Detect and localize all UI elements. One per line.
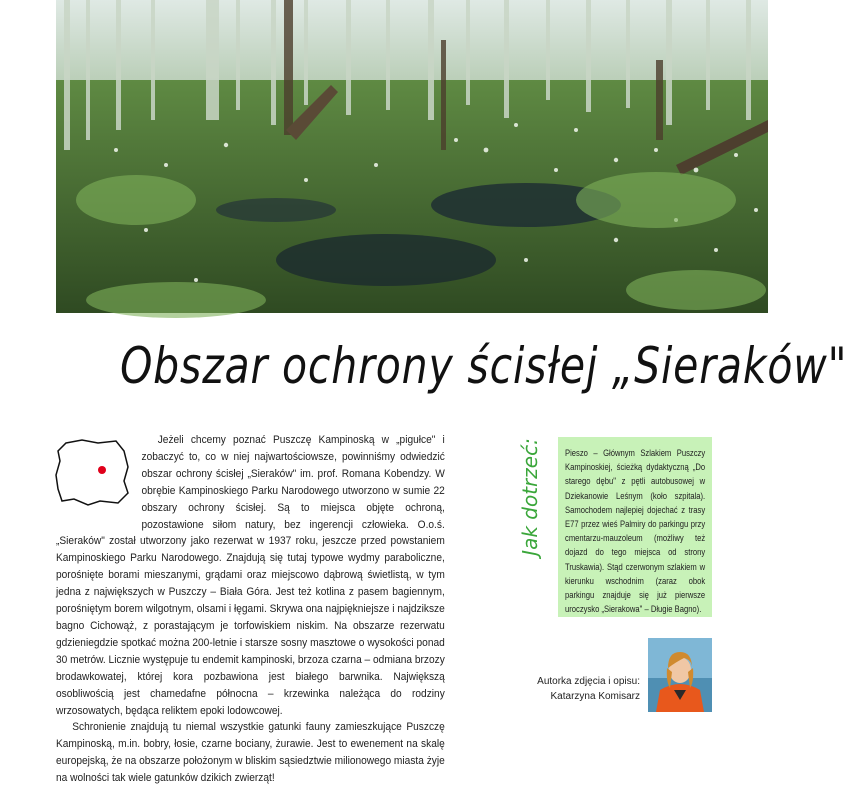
directions-heading-text: Jak dotrzeć:	[518, 438, 542, 556]
forest-swamp-photo	[56, 0, 768, 313]
directions-paragraph: Pieszo – Głównym Szlakiem Puszczy Kampinoskiej, ścieżką dydaktyczną „Do starego dębu" z pętli autobusowej w Dziekanowie Leśnym (koło szpitala). Samochodem najlepiej dojechać z trasy E77 przez wieś Palmiry do parkingu przy cmentarzu-mauzoleum (możliwy też dojazd do tego miejsca od strony Truskawia). Stąd czerwonym szlakiem w kierunku wschodnim (zaraz obok parkingu znajduje się już pierwsze uroczysko „Sierakowa" – Długie Bagno).	[565, 448, 706, 615]
article-title: Obszar ochrony ścisłej „Sieraków"	[120, 337, 847, 395]
article-paragraph: Schronienie znajdują tu niemal wszystkie gatunki fauny zamieszkujące Puszczę Kampinoską, m.in. bobry, łosie, czarne bociany, żurawie. Jest to ewenement na skalę europejską, że na obszarze położonym w bliskim sąsiedztwie milionowego miasta żyje na wolności tak wiele gatunków dzikich zwierząt!	[56, 721, 445, 785]
directions-box	[558, 437, 712, 617]
directions-heading	[515, 438, 545, 556]
author-photo	[648, 638, 712, 712]
author-credit	[520, 674, 640, 704]
author-name: Katarzyna Komisarz	[550, 691, 640, 702]
author-portrait	[648, 638, 712, 712]
article-body	[56, 432, 445, 787]
article-paragraph: Jeżeli chcemy poznać Puszczę Kampinoską w „pigułce" i zobaczyć to, co w niej najwartościowsze, powinniśmy odwiedzić obszar ochrony ścisłej „Sieraków" im. prof. Romana Kobendzy. W obrębie Kampinoskiego Parku Narodowego utworzono w sumie 22 obszary ochrony ścisłej. Są to miejsca objęte ochroną, pozostawione siłom natury, bez ingerencji człowieka. O.o.ś. „Sieraków" został utworzony jako rezerwat w 1937 roku, jeszcze przed powstaniem Kampinoskiego Parku Narodowego. Znajdują się tutaj typowe wydmy paraboliczne, porośnięte borami mieszanymi, grądami oraz miejscowo dąbrową świetlistą, w tym jedna z największych w Puszczy – Biała Góra. Jest też kotlina z pasem bagiennym, porośniętym borem wilgotnym, olsami i łęgami. Skrywa ona najpiękniejsze i najdziksze bagno Cichowąż, z porastającym je torfowiskiem niskim. Na obszarze rezerwatu gdzieniegdzie spotkać można 200-letnie i starsze sosny masztowe o wysokości ponad 30 metrów. Licznie występuje tu endemit kampinoski, brzoza czarna – odmiana brzozy brodawkowatej, której kora pozbawiona jest białego barwnika. Największą osobliwością jest chamedafne północna – krzewinka należąca do rodziny wrzosowatych, będąca reliktem epoki lodowcowej.	[56, 434, 445, 717]
author-label: Autorka zdjęcia i opisu:	[537, 676, 640, 687]
map-spacer	[56, 432, 142, 532]
forest-swamp-illustration	[56, 0, 768, 313]
